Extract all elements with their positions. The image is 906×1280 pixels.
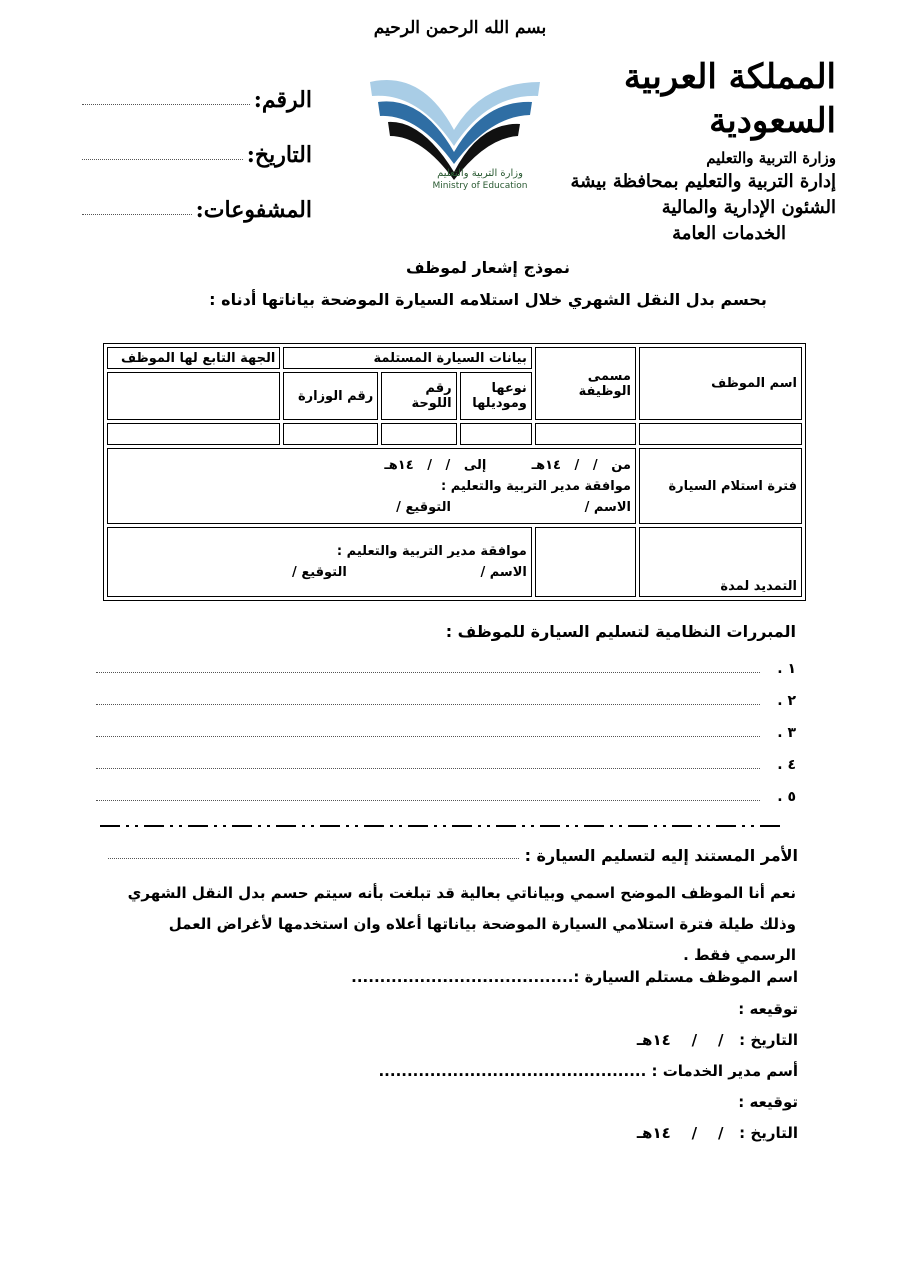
attachments-field [82,168,312,223]
employer-cell[interactable] [107,423,280,445]
extension-name-label: الاسم / [480,565,527,580]
job-title-cell[interactable] [535,423,636,445]
employee-name-header: اسم الموظف [639,347,802,420]
date-line [82,158,243,160]
job-title-header: مسمى الوظيفة [535,347,636,420]
justifications-title: المبررات النظامية لتسليم السيارة للموظف : [445,622,796,641]
car-data-header: بيانات السيارة المستلمة [283,347,532,369]
form-title: نموذج إشعار لموظف [405,258,570,277]
services-name: الخدمات العامة [672,223,786,244]
employee-car-table [103,343,806,601]
extension-signature-label: التوقيع / [292,565,347,580]
justification-line [96,799,760,801]
manager-date-line[interactable]: التاريخ : / / ١٤هـ [636,1124,798,1142]
employee-date-line[interactable]: التاريخ : / / ١٤هـ [636,1031,798,1049]
plate-number-cell[interactable] [381,423,456,445]
justification-number: ١ . [777,661,796,677]
ministry-logo [362,60,552,195]
justification-row[interactable] [96,658,796,680]
justification-line [96,767,760,769]
period-approval: موافقة مدير التربية والتعليم : [441,478,631,494]
justification-number: ٤ . [777,757,796,773]
extension-label: التمديد لمدة [639,527,802,597]
open-book-logo-icon [362,60,552,195]
order-basis-field[interactable] [108,846,798,865]
justification-line [96,671,760,673]
plate-number-header: رقم اللوحة [381,372,456,420]
kingdom-title: المملكة العربية السعودية [623,57,836,141]
employee-name-line[interactable]: اسم الموظف مستلم السيارة :....................................... [351,968,798,986]
justification-line [96,703,760,705]
date-label: التاريخ: [246,142,312,168]
ref-number-label: الرقم: [253,87,312,113]
justification-number: ٢ . [777,693,796,709]
order-basis-label: الأمر المستند إليه لتسليم السيارة : [524,846,798,865]
extension-details [107,527,532,597]
affairs-name: الشئون الإدارية والمالية [661,197,836,218]
period-name-label: الاسم / [584,499,631,515]
employer-header: الجهة التابع لها الموظف [107,347,280,369]
period-signature-label: التوقيع / [396,499,451,515]
extension-approval: موافقة مدير التربية والتعليم : [336,544,527,559]
period-label: فترة استلام السيارة [639,448,802,524]
ministry-name: وزارة التربية والتعليم [706,149,836,167]
justification-row[interactable] [96,754,796,776]
attachments-label: المشفوعات: [195,197,312,223]
svg-text:وزارة التربية والتعليم: وزارة التربية والتعليم [437,168,523,179]
department-name: إدارة التربية والتعليم بمحافظة بيشة [570,171,836,192]
manager-name-line[interactable]: أسم مدير الخدمات : ............................................... [378,1062,798,1080]
ref-number-field [82,58,312,113]
justification-number: ٥ . [777,789,796,805]
declaration-text: نعم أنا الموظف الموضح اسمي وبياناتي بعالية قد تبلغت بأنه سيتم حسم بدل النقل الشهري وذلك طيلة فترة استلامي السيارة الموضحة بياناتها أعلاه وان استخدمها لأغراض العمل الرسمي فقط . [127,884,796,964]
justification-line [96,735,760,737]
ministry-number-cell[interactable] [283,423,378,445]
justification-row[interactable] [96,690,796,712]
date-field [82,113,312,168]
section-divider [100,822,780,830]
order-basis-line [108,857,519,859]
manager-signature-line[interactable]: توقيعه : [738,1093,798,1111]
period-details [107,448,636,524]
header-fields [82,58,312,223]
car-type-cell[interactable] [460,423,532,445]
period-range: من / / ١٤هـ إلى / / ١٤هـ [384,457,631,473]
header-right [526,55,836,247]
svg-text:Ministry of Education: Ministry of Education [432,181,528,191]
justification-number: ٣ . [777,725,796,741]
ref-number-line [82,103,250,105]
justification-row[interactable] [96,786,796,808]
bismillah: بسم الله الرحمن الرحيم [373,18,547,38]
employee-name-cell[interactable] [639,423,802,445]
attachments-line [82,213,192,215]
ministry-number-header: رقم الوزارة [283,372,378,420]
justification-row[interactable] [96,722,796,744]
car-type-header: نوعها وموديلها [460,372,532,420]
employee-signature-line[interactable]: توقيعه : [738,1000,798,1018]
extension-value-cell[interactable] [535,527,636,597]
form-subtitle: بحسم بدل النقل الشهري خلال استلامه السيارة الموضحة بياناتها أدناه : [209,290,767,309]
employer-cell-blank [107,372,280,420]
